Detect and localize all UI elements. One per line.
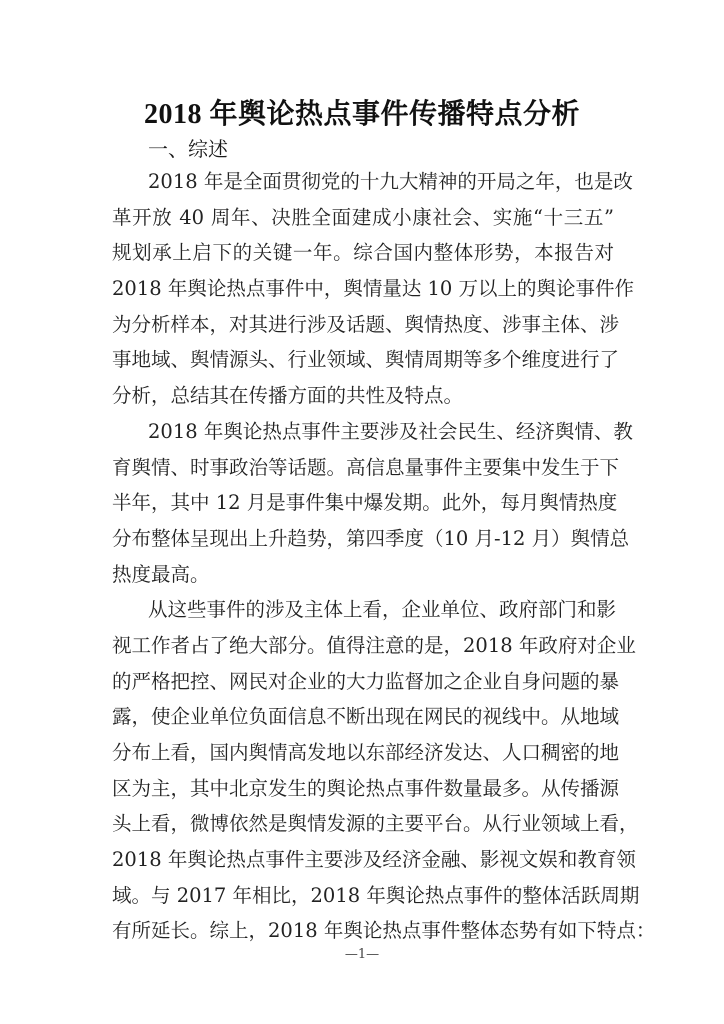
text-line: 革开放 40 周年、决胜全面建成小康社会、实施“十三五” bbox=[112, 205, 614, 229]
text-line: 有所延长。综上，2018 年舆论热点事件整体态势有如下特点： bbox=[112, 919, 656, 943]
text-line: 分布上看，国内舆情高发地以东部经济发达、人口稠密的地 bbox=[112, 741, 620, 764]
paragraph-1 bbox=[112, 164, 635, 414]
text-line: 育舆情、时事政治等话题。高信息量事件主要集中发生于下 bbox=[112, 455, 620, 479]
paragraph-3 bbox=[112, 592, 656, 949]
text-line: 分布整体呈现出上升趋势，第四季度（10 月-12 月）舆情总 bbox=[112, 526, 630, 550]
text-line: 头上看，微博依然是舆情发源的主要平台。从行业领域上看， bbox=[112, 812, 639, 836]
text-line: 区为主，其中北京发生的舆论热点事件数量最多。从传播源 bbox=[112, 776, 620, 800]
text-line: 2018 年是全面贯彻党的十九大精神的开局之年，也是改 bbox=[148, 170, 633, 193]
text-line: 的严格把控、网民对企业的大力监督加之企业自身问题的暴 bbox=[112, 669, 620, 693]
text-line: 2018 年舆论热点事件主要涉及经济金融、影视文娱和教育领 bbox=[112, 848, 636, 872]
text-line: 从这些事件的涉及主体上看，企业单位、政府部门和影 bbox=[148, 598, 617, 622]
document-title: 2018 年舆论热点事件传播特点分析 bbox=[143, 99, 580, 130]
text-line: 热度最高。 bbox=[112, 562, 210, 586]
page-number: —1— bbox=[344, 947, 380, 962]
section-heading: 一、综述 bbox=[148, 137, 228, 161]
text-line: 半年，其中 12 月是事件集中爆发期。此外，每月舆情热度 bbox=[112, 491, 618, 515]
text-line: 域。与 2017 年相比，2018 年舆论热点事件的整体活跃周期 bbox=[112, 883, 640, 907]
text-line: 2018 年舆论热点事件主要涉及社会民生、经济舆情、教 bbox=[148, 419, 633, 443]
text-line: 事地域、舆情源头、行业领域、舆情周期等多个维度进行了 bbox=[112, 348, 620, 372]
text-line: 为分析样本，对其进行涉及话题、舆情热度、涉事主体、涉 bbox=[112, 312, 620, 336]
text-line: 视工作者占了绝大部分。值得注意的是，2018 年政府对企业 bbox=[112, 633, 636, 657]
paragraph-2 bbox=[112, 414, 633, 592]
body-text bbox=[112, 164, 656, 949]
text-line: 露，使企业单位负面信息不断出现在网民的视线中。从地域 bbox=[112, 705, 620, 729]
text-line: 规划承上启下的关键一年。综合国内整体形势，本报告对 bbox=[112, 241, 614, 265]
text-line: 2018 年舆论热点事件中，舆情量达 10 万以上的舆论事件作 bbox=[112, 277, 635, 301]
text-line: 分析，总结其在传播方面的共性及特点。 bbox=[112, 384, 464, 408]
